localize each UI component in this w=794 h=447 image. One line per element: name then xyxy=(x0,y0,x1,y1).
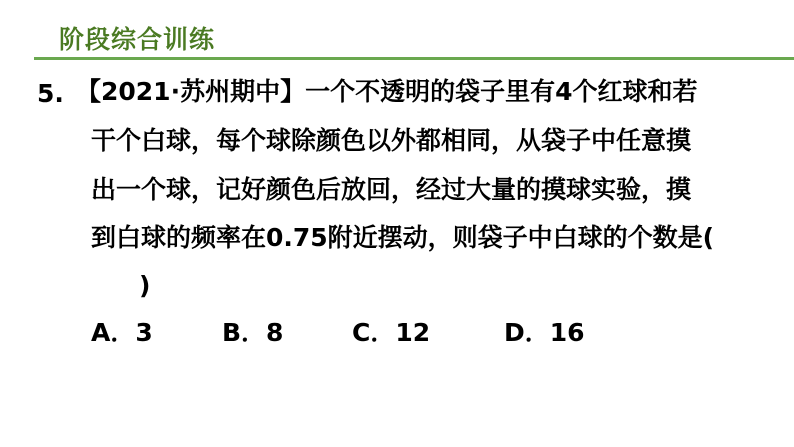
option-d: D．16 xyxy=(504,318,585,347)
option-a: A．3 xyxy=(91,318,153,347)
header-divider xyxy=(34,57,794,60)
option-b: B．8 xyxy=(222,318,284,347)
section-title: 阶段综合训练 xyxy=(59,25,216,54)
option-c: C．12 xyxy=(352,318,431,347)
question-line-1: 【2021·苏州期中】一个不透明的袋子里有4个红球和若 xyxy=(76,77,698,106)
question-line-3: 出一个球，记好颜色后放回，经过大量的摸球实验，摸 xyxy=(91,175,692,204)
question-line-2: 干个白球，每个球除颜色以外都相同，从袋子中任意摸 xyxy=(91,126,692,155)
question-number: 5. xyxy=(37,79,64,108)
question-line-5: ) xyxy=(139,271,151,300)
question-line-4: 到白球的频率在0.75附近摆动，则袋子中白球的个数是( xyxy=(91,223,715,252)
